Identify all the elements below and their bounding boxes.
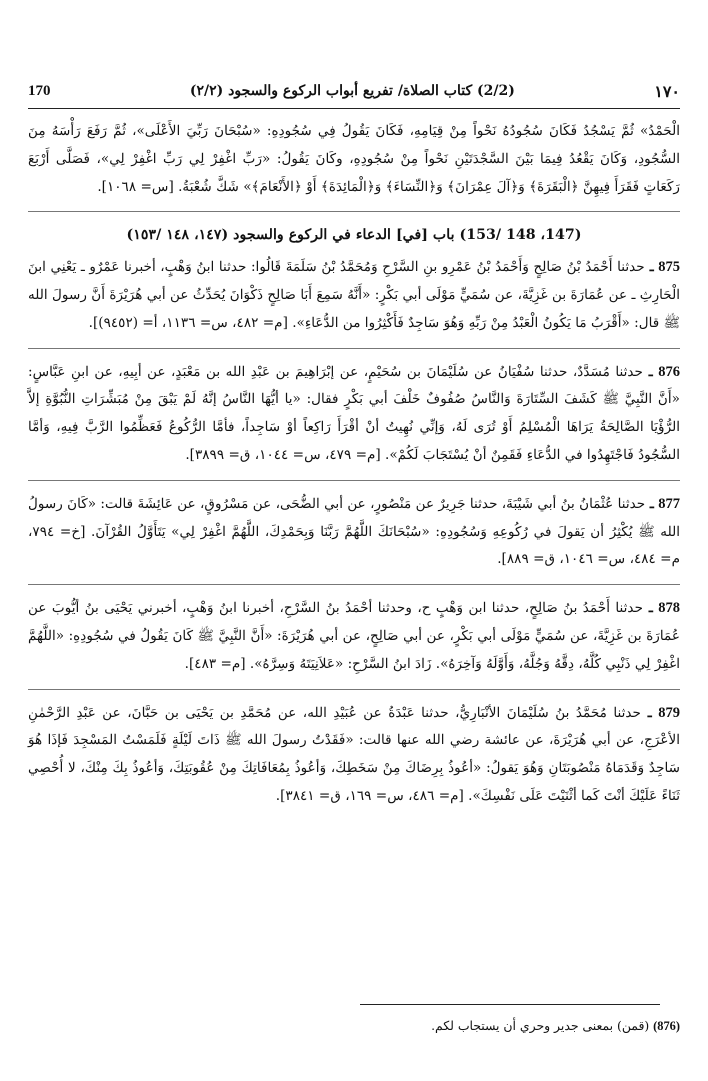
hadith-879: 879 ـ حدثنا مُحَمَّدُ بنُ سُلَيْمَانَ الأنْبَارِيُّ، حدثنا عَبْدَةُ عن عُبَيْدِ الله، عن مُحَمَّدِ بن يَحْيَى بن حَبَّانَ، عن عَبْدِ الرَّحْمٰنِ الأعْرَجِ، عن أبي هُرَيْرَةَ، عن عائشة رضي الله عنها قالت: «فَقَدْتُ رسولَ الله ﷺ ذَاتَ لَيْلَةٍ فَلَمَسْتُ المَسْجِدَ فَإذَا هُوَ سَاجِدٌ وَقَدَمَاهُ مَنْصُوبَتَانِ وَهُوَ يَقولُ: «أعُوذُ بِرِضَاكَ مِنْ سَخَطِكَ، وَأعُوذُ بِمُعَافَاتِكَ مِنْ عُقُوبَتِكَ، وَأعُوذُ بِكَ مِنْكَ، لا أُحْصِي ثَنَاءً عَلَيْكَ أنْتَ كَما أثْنَيْتَ عَلَى نَفْسِكَ». [م= ٤٨٦، س= ١٦٩، ق= ٣٨٤١]. — [28, 704, 681, 804]
hadith-876: 876 ـ حدثنا مُسَدَّدٌ، حدثنا سُفْيَانُ عن سُلَيْمَانَ بن سُحَيْمٍ، عن إبْرَاهِيمَ بن عَبْدِ الله بن مَعْبَدٍ، عن أبِيهِ، عن ابنِ عَبَّاسٍ: «أَنَّ النَّبِيَّ ﷺ كَشَفَ السِّتَارَةَ وَالنَّاسُ صُفُوفٌ خَلْفَ أبي بَكْرٍ فقال: «يا أيُّهَا النَّاسُ إنَّهُ لَمْ يَبْقَ مِنْ مُبَشِّرَاتِ النُّبُوَّةِ إلاَّ الرُّؤْيَا الصَّالِحَةُ يَرَاهَا الْمُسْلِمُ أَوْ تُرَى لَهُ، وَإنِّي نُهِيتُ أنْ أقْرَأَ رَاكِعاً أوْ سَاجِداً، فأمَّا الرُّكُوعُ فَعَظِّمُوا الرَّبَّ فِيهِ، وَأمَّا السُّجُودُ فَاجْتَهِدُوا في الدُّعَاءِ فَقَمِنٌ أنْ يُسْتَجَابَ لَكُمْ». [م= ٤٧٩، س= ١٠٤٤، ق= ٣٨٩٩]. — [28, 363, 681, 463]
page-header — [28, 74, 680, 109]
page-number-latin: 170 — [28, 82, 51, 99]
hadith-877: 877 ـ حدثنا عُثْمَانُ بنُ أبي شَيْبَةَ، حدثنا جَرِيرٌ عن مَنْصُورٍ، عن أبي الضُّحَى، عن مَسْرُوقٍ، عن عَائِشَةَ قالت: «كَانَ رسولُ الله ﷺ يُكْثِرُ أن يَقولَ في رُكُوعِهِ وَسُجُودِهِ: «سُبْحَانَكَ اللَّهُمَّ رَبَّنَا وَبِحَمْدِكَ، اللَّهُمَّ اغْفِرْ لِي» يَتَأَوَّلُ القُرْآنَ. [خ= ٧٩٤، م= ٤٨٤، س= ١٠٤٦، ق= ٨٨٩]. — [28, 495, 681, 568]
footnote — [28, 1016, 680, 1036]
section-divider — [28, 211, 680, 212]
hadith-number: 878 — [658, 600, 681, 617]
chapter-heading: (147، 148 /153) باب [في] الدعاء في الركوع والسجود (١٤٧، ١٤٨ /١٥٣) — [126, 227, 582, 244]
footnote-text: (قمن) بمعنى جدير وحري أن يستجاب لكم. — [431, 1018, 650, 1033]
section-divider — [28, 480, 680, 481]
hadith-number: 875 — [658, 259, 681, 276]
section-divider — [28, 584, 680, 585]
intro-paragraph: الْحَمْدُ» ثُمَّ يَسْجُدُ فَكَانَ سُجُودُهُ نَحْواً مِنْ قِيَامِهِ، فَكَانَ يَقُولُ فِي سُجُودِهِ: «سُبْحَانَ رَبِّيَ الأَعْلَى»، ثُمَّ رَفَعَ رَأْسَهُ مِنَ السُّجُودِ، وَكَانَ يَقْعُدُ فِيمَا بَيْنَ السَّجْدَتَيْنِ نَحْواً مِنْ سُجُودِهِ، وكَانَ يَقُولُ: «رَبِّ اغْفِرْ لِي رَبِّ اغْفِرْ لِي»، فَصَلَّى أَرْبَعَ رَكَعَاتٍ فَقَرَأَ فِيهِنَّ ﴿الْبَقَرَةَ﴾ وَ﴿آلَ عِمْرَانَ﴾ وَ﴿النِّسَاءَ﴾ وَ﴿الْمَائِدَةَ﴾ أَوْ ﴿الأَنْعَامَ﴾» شَكَّ شُعْبَةُ. [س= ١٠٦٨]. — [28, 123, 680, 195]
hadith-number: 876 — [658, 363, 681, 380]
hadith-875: 875 ـ حدثنا أَحْمَدُ بْنُ صَالِحٍ وَأَحْمَدُ بْنُ عَمْرِو بنِ السَّرْحِ وَمُحَمَّدُ بْنُ سَلَمَةَ قَالُوا: حدثنا ابنُ وَهْبٍ، أخبرنا عَمْرٌو ـ يَعْنِي ابنَ الْحَارِثِ ـ عن عُمَارَةَ بن غَزِيَّةَ، عن سُمَيٍّ مَوْلَى أبي بَكْرٍ: «أَنَّهُ سَمِعَ أَبَا صَالِحٍ ذَكْوَانَ يُحَدِّثُ عن أبي هُرَيْرَةَ أَنَّ رسولَ الله ﷺ قال: «أَقْرَبُ مَا يَكُونُ الْعَبْدُ مِنْ رَبِّهِ وَهُوَ سَاجِدٌ فَأَكْثِرُوا من الدُّعَاءِ». [م= ٤٨٢، س= ١١٣٦، أ= (٩٤٥٢)]. — [28, 259, 681, 331]
hadith-text: حدثنا أَحْمَدُ بْنُ صَالِحٍ وَأَحْمَدُ بْنُ عَمْرِو بنِ السَّرْحِ وَمُحَمَّدُ بْنُ سَلَمَةَ قَالُوا: حدثنا ابنُ وَهْبٍ، أخبرنا عَمْرٌو ـ يَعْنِي ابنَ الْحَارِثِ ـ عن عُمَارَةَ بن غَزِيَّةَ، عن سُمَيٍّ مَوْلَى أبي بَكْرٍ: «أَنَّهُ سَمِعَ أَبَا صَالِحٍ ذَكْوَانَ يُحَدِّثُ عن أبي هُرَيْرَةَ أَنَّ رسولَ الله ﷺ قال: «أَقْرَبُ مَا يَكُونُ الْعَبْدُ مِنْ رَبِّهِ وَهُوَ سَاجِدٌ فَأَكْثِرُوا من الدُّعَاءِ». [م= ٤٨٢، س= ١١٣٦، أ= (٩٤٥٢)]. — [28, 259, 680, 331]
hadith-text: حدثنا مُحَمَّدُ بنُ سُلَيْمَانَ الأنْبَارِيُّ، حدثنا عَبْدَةُ عن عُبَيْدِ الله، عن مُحَمَّدِ بن يَحْيَى بن حَبَّانَ، عن عَبْدِ الرَّحْمٰنِ الأعْرَجِ، عن أبي هُرَيْرَةَ، عن عائشة رضي الله عنها قالت: «فَقَدْتُ رسولَ الله ﷺ ذَاتَ لَيْلَةٍ فَلَمَسْتُ المَسْجِدَ فَإذَا هُوَ سَاجِدٌ وَقَدَمَاهُ مَنْصُوبَتَانِ وَهُوَ يَقولُ: «أعُوذُ بِرِضَاكَ مِنْ سَخَطِكَ، وَأعُوذُ بِمُعَافَاتِكَ مِنْ عُقُوبَتِكَ، وَأعُوذُ بِكَ مِنْكَ، لا أُحْصِي ثَنَاءً عَلَيْكَ أنْتَ كَما أثْنَيْتَ عَلَى نَفْسِكَ». [م= ٤٨٦، س= ١٦٩، ق= ٣٨٤١]. — [28, 704, 680, 804]
section-divider — [28, 689, 680, 690]
hadith-text: حدثنا أَحْمَدُ بنُ صَالِحٍ، حدثنا ابن وَهْبٍ ح، وحدثنا أحْمَدُ بنُ السَّرْحِ، أخبرنا ابنُ وَهْبٍ، أخبرني يَحْيَى بنُ أيُّوبَ عن عُمَارَةَ بن غَزِيَّةَ، عن سُمَيٍّ مَوْلَى أبي بَكْرٍ، عن أبي صَالِحٍ، عن أبي هُرَيْرَةَ: «أَنَّ النَّبِيَّ ﷺ كَانَ يَقُولُ في سُجُودِهِ: «اللَّهُمَّ اغْفِرْ لِي ذَنْبِي كُلَّهُ، دِقَّهُ وَجُلَّهُ، وَأَوَّلَهُ وَآخِرَهُ». زَادَ ابنُ السَّرْحِ: «عَلاَنِيَتَهُ وَسِرَّهُ». [م= ٤٨٣]. — [28, 600, 680, 672]
footnote-number: (876) — [653, 1019, 680, 1033]
page-body — [28, 118, 680, 811]
footnote-rule — [360, 1004, 660, 1005]
page-number-arabic: ١٧٠ — [654, 81, 680, 101]
running-title: (2/2) كتاب الصلاة/ تفريع أبواب الركوع والسجود (٢/٢) — [189, 83, 515, 99]
hadith-878: 878 ـ حدثنا أَحْمَدُ بنُ صَالِحٍ، حدثنا ابن وَهْبٍ ح، وحدثنا أحْمَدُ بنُ السَّرْحِ، أخبرنا ابنُ وَهْبٍ، أخبرني يَحْيَى بنُ أيُّوبَ عن عُمَارَةَ بن غَزِيَّةَ، عن سُمَيٍّ مَوْلَى أبي بَكْرٍ، عن أبي صَالِحٍ، عن أبي هُرَيْرَةَ: «أَنَّ النَّبِيَّ ﷺ كَانَ يَقُولُ في سُجُودِهِ: «اللَّهُمَّ اغْفِرْ لِي ذَنْبِي كُلَّهُ، دِقَّهُ وَجُلَّهُ، وَأَوَّلَهُ وَآخِرَهُ». زَادَ ابنُ السَّرْحِ: «عَلاَنِيَتَهُ وَسِرَّهُ». [م= ٤٨٣]. — [28, 600, 681, 672]
section-divider — [28, 348, 680, 349]
hadith-text: حدثنا مُسَدَّدٌ، حدثنا سُفْيَانُ عن سُلَيْمَانَ بن سُحَيْمٍ، عن إبْرَاهِيمَ بن عَبْدِ الله بن مَعْبَدٍ، عن أبِيهِ، عن ابنِ عَبَّاسٍ: «أَنَّ النَّبِيَّ ﷺ كَشَفَ السِّتَارَةَ وَالنَّاسُ صُفُوفٌ خَلْفَ أبي بَكْرٍ فقال: «يا أيُّهَا النَّاسُ إنَّهُ لَمْ يَبْقَ مِنْ مُبَشِّرَاتِ النُّبُوَّةِ إلاَّ الرُّؤْيَا الصَّالِحَةُ يَرَاهَا الْمُسْلِمُ أَوْ تُرَى لَهُ، وَإنِّي نُهِيتُ أنْ أقْرَأَ رَاكِعاً أوْ سَاجِداً، فأمَّا الرُّكُوعُ فَعَظِّمُوا الرَّبَّ فِيهِ، وَأمَّا السُّجُودُ فَاجْتَهِدُوا في الدُّعَاءِ فَقَمِنٌ أنْ يُسْتَجَابَ لَكُمْ». [م= ٤٧٩، س= ١٠٤٤، ق= ٣٨٩٩]. — [28, 363, 680, 463]
hadith-text: حدثنا عُثْمَانُ بنُ أبي شَيْبَةَ، حدثنا جَرِيرٌ عن مَنْصُورٍ، عن أبي الضُّحَى، عن مَسْرُوقٍ، عن عَائِشَةَ قالت: «كَانَ رسولُ الله ﷺ يُكْثِرُ أن يَقولَ في رُكُوعِهِ وَسُجُودِهِ: «سُبْحَانَكَ اللَّهُمَّ رَبَّنَا وَبِحَمْدِكَ، اللَّهُمَّ اغْفِرْ لِي» يَتَأَوَّلُ القُرْآنَ. [خ= ٧٩٤، م= ٤٨٤، س= ١٠٤٦، ق= ٨٨٩]. — [28, 495, 680, 568]
hadith-number: 879 — [658, 704, 681, 721]
hadith-number: 877 — [658, 495, 681, 512]
